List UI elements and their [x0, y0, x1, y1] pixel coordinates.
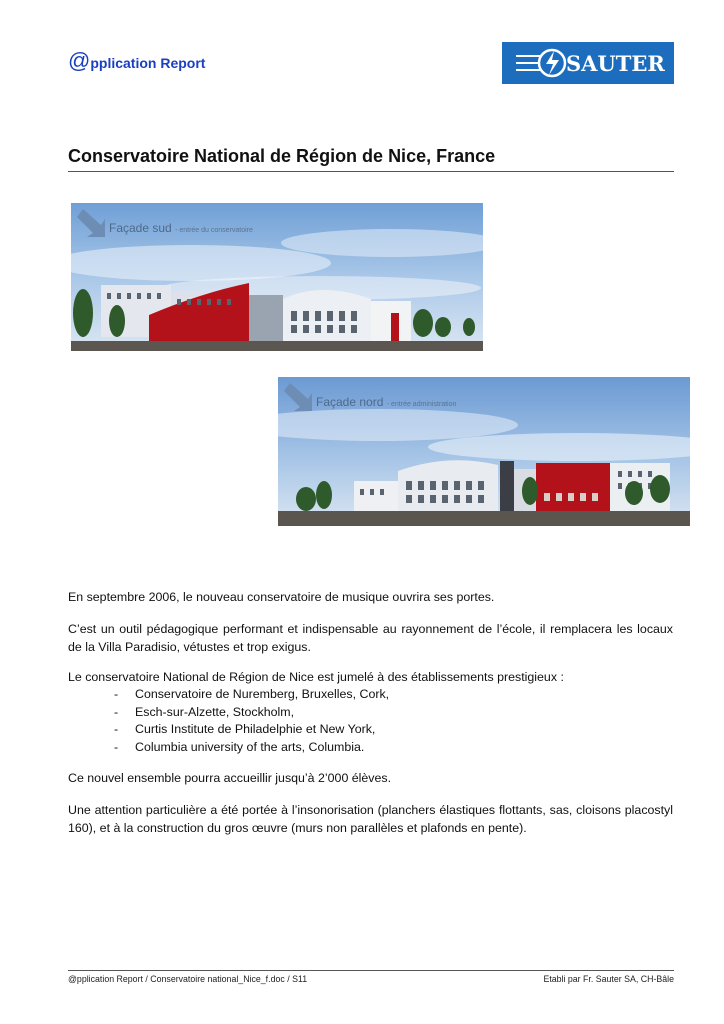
- paragraph-capacity: Ce nouvel ensemble pourra accueillir jusqu’à 2’000 élèves.: [68, 771, 392, 785]
- facade-north-title: Façade nord: [316, 395, 384, 409]
- sauter-logo: [502, 42, 674, 84]
- bullet-marker: -: [114, 739, 119, 754]
- facade-north-image: [278, 377, 690, 526]
- page-title: Conservatoire National de Région de Nice, France: [68, 146, 496, 166]
- facade-south-title: Façade sud: [109, 221, 172, 235]
- bullet-marker: -: [114, 687, 119, 701]
- paragraph-opening: En septembre 2006, le nouveau conservatoire de musique ouvrira ses portes.: [68, 590, 495, 604]
- footer-author: Etabli par Fr. Sauter SA, CH-Bâle: [543, 974, 674, 984]
- list-item: [68, 739, 673, 757]
- brand-at-sign: @: [68, 48, 91, 73]
- bullet-marker: -: [114, 722, 119, 736]
- facade-north-subtitle: - entrée administration: [386, 401, 457, 408]
- list-item-text: Esch-sur-Alzette, Stockholm,: [135, 704, 295, 719]
- footer-divider: [68, 970, 674, 971]
- bullet-marker: -: [114, 704, 119, 719]
- list-item: [68, 721, 673, 739]
- list-item-text: Curtis Institute de Philadelphie et New York,: [135, 722, 376, 736]
- list-item: [68, 704, 673, 722]
- paragraph-twinned: Le conservatoire National de Région de Nice est jumelé à des établissements prestigieux :: [68, 670, 564, 684]
- header-brand: [68, 48, 205, 74]
- paragraph-tool: C’est un outil pédagogique performant et indispensable au rayonnement de l’école, il remplacera les locaux de la Villa Paradisio, vétustes et trop exigus.: [68, 622, 673, 654]
- facade-north-caption: [316, 395, 456, 409]
- facade-south-caption: [109, 221, 253, 235]
- twinned-institutions-list: [68, 686, 673, 756]
- list-item-text: Conservatoire de Nuremberg, Bruxelles, Cork,: [135, 687, 390, 701]
- list-item: [68, 686, 673, 704]
- title-divider: [68, 171, 674, 172]
- brand-text: pplication Report: [90, 55, 206, 71]
- facade-south-subtitle: - entrée du conservatoire: [175, 227, 253, 234]
- logo-text: SAUTER: [566, 51, 665, 76]
- list-item-text: Columbia university of the arts, Columbia.: [135, 739, 365, 754]
- facade-south-image: [71, 203, 483, 351]
- footer-document-path: @pplication Report / Conservatoire national_Nice_f.doc / S11: [68, 974, 308, 984]
- paragraph-soundproofing: Une attention particulière a été portée à l’insonorisation (planchers élastiques flottants, sas, cloisons placostyl 160), et à la construction du gros œuvre (murs non parallèles et plafonds en pente).: [68, 803, 673, 835]
